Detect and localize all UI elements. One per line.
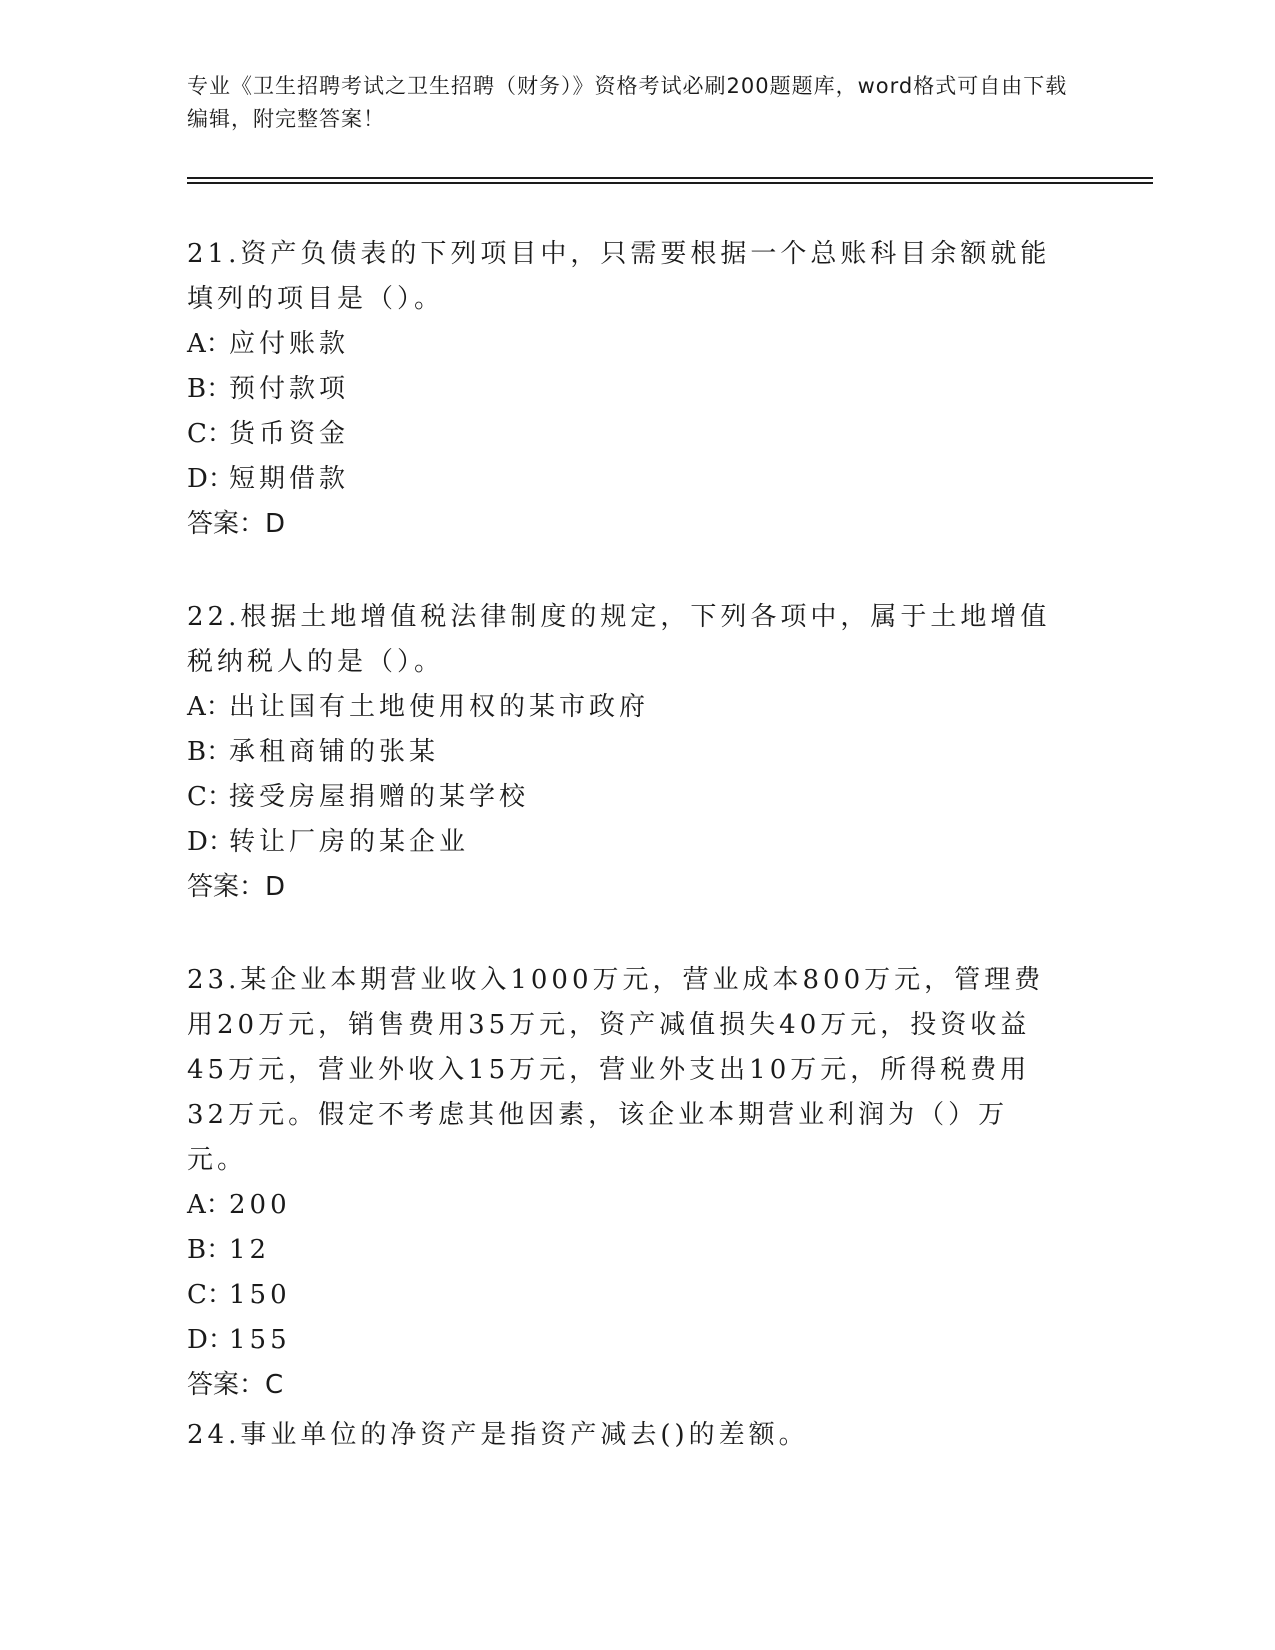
option-text: 200 [229,1190,291,1220]
option-key: D： [187,464,234,494]
option-c [187,412,1067,457]
option-key: C： [187,419,233,449]
option-a [187,685,1067,730]
question-stem: 24.事业单位的净资产是指资产减去()的差额。 [187,1420,809,1450]
option-a [187,322,1067,367]
option-d [187,457,1067,502]
answer: 答案：D [187,509,286,539]
option-key: B： [187,374,233,404]
option-text: 155 [229,1325,291,1355]
option-text: 承租商铺的张某 [229,737,440,767]
option-text: 出让国有土地使用权的某市政府 [229,692,650,722]
option-key: D： [187,1325,234,1355]
document-header: 专业《卫生招聘考试之卫生招聘（财务）》资格考试必刷200题题库，word格式可自由下载编辑，附完整答案！ [187,74,1068,131]
option-text: 预付款项 [229,374,350,404]
question-stem: 22.根据土地增值税法律制度的规定，下列各项中，属于土地增值税纳税人的是（）。 [187,602,1051,677]
option-text: 货币资金 [229,419,350,449]
option-key: B： [187,737,233,767]
question-22 [187,595,1067,910]
option-c [187,1273,1067,1318]
option-key: D： [187,827,234,857]
option-key: B： [187,1235,233,1265]
option-text: 150 [229,1280,291,1310]
header-divider-top [187,177,1153,179]
option-text: 短期借款 [229,464,350,494]
answer: 答案：C [187,1370,284,1400]
option-a [187,1183,1067,1228]
question-21 [187,232,1067,547]
option-text: 转让厂房的某企业 [229,827,470,857]
question-24 [187,1413,1067,1458]
option-text: 12 [229,1235,271,1265]
option-key: A： [187,1190,232,1220]
option-d [187,820,1067,865]
option-key: A： [187,692,232,722]
question-stem: 23.某企业本期营业收入1000万元，营业成本800万元，管理费用20万元，销售费用35万元，资产减值损失40万元，投资收益45万元，营业外收入15万元，营业外支出10万元，所得税费用32万元。假定不考虑其他因素，该企业本期营业利润为（）万元。 [187,965,1045,1175]
option-b [187,1228,1067,1273]
option-text: 接受房屋捐赠的某学校 [229,782,530,812]
answer: 答案：D [187,872,286,902]
option-b [187,730,1067,775]
option-d [187,1318,1067,1363]
option-key: A： [187,329,232,359]
option-b [187,367,1067,412]
option-key: C： [187,782,233,812]
question-stem: 21.资产负债表的下列项目中，只需要根据一个总账科目余额就能填列的项目是（）。 [187,239,1051,314]
option-key: C： [187,1280,233,1310]
question-23 [187,958,1067,1408]
option-c [187,775,1067,820]
option-text: 应付账款 [229,329,350,359]
header-divider-bottom [187,182,1153,184]
